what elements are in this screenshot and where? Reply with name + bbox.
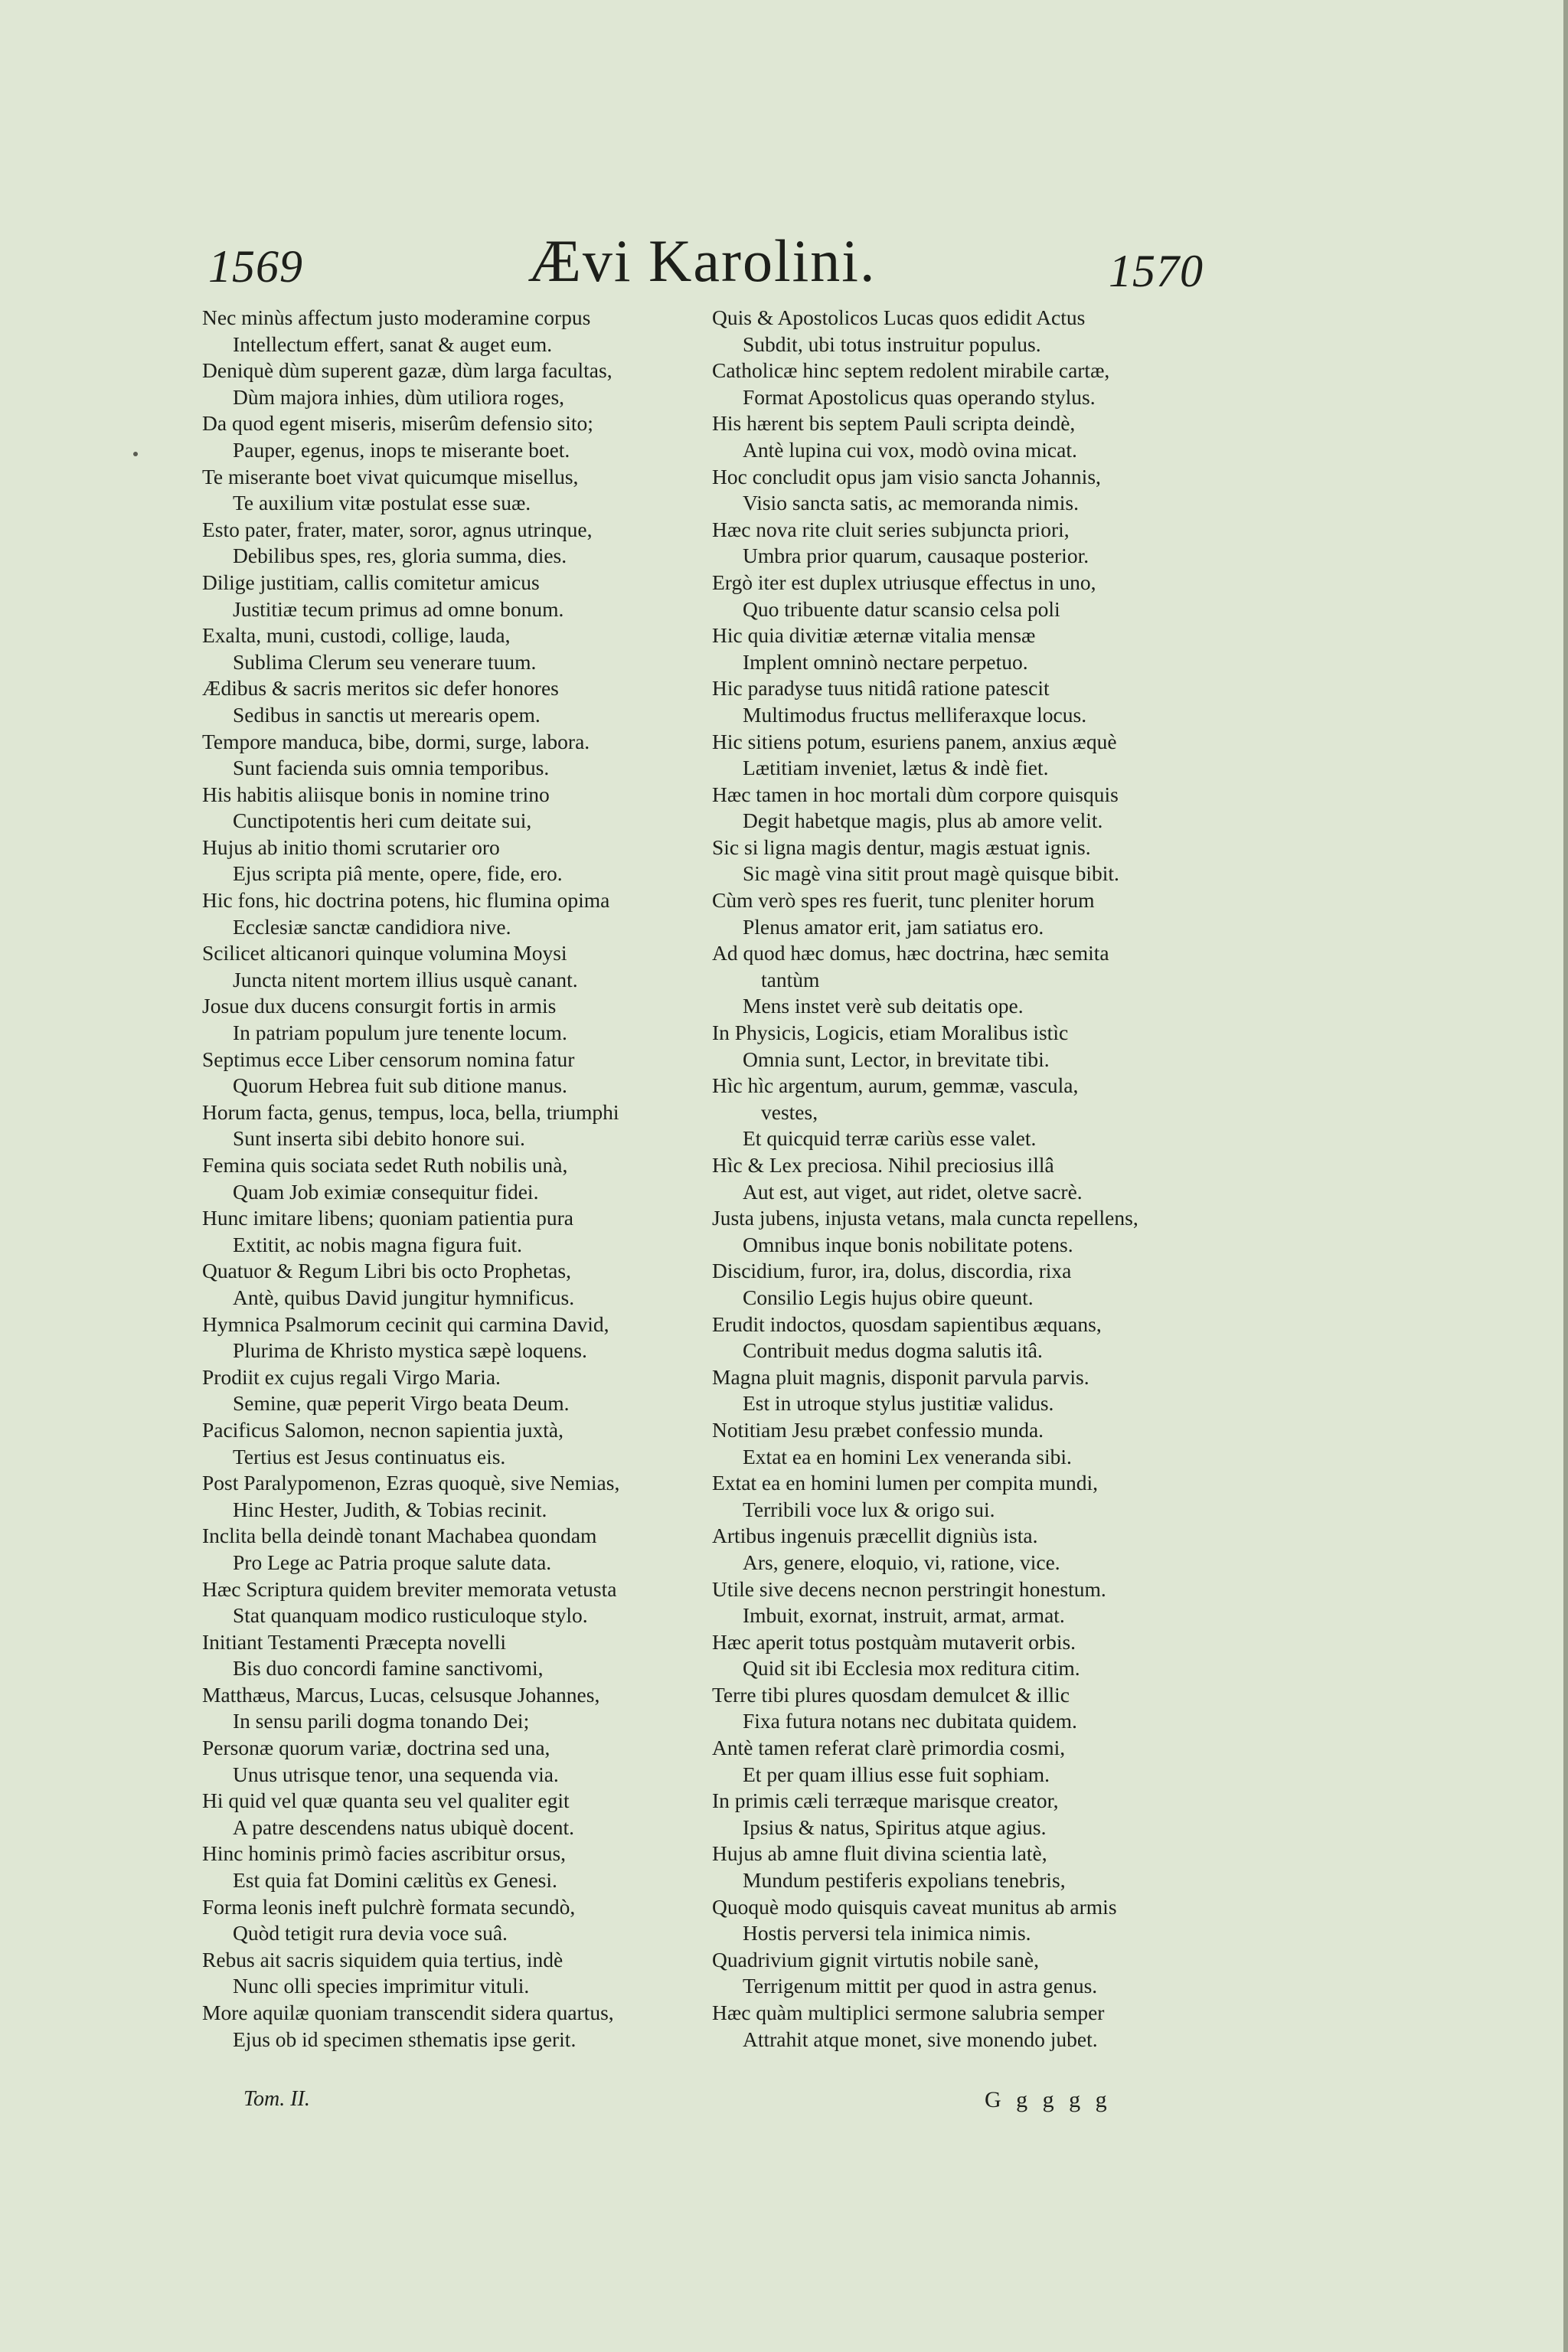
verse-line: Umbra prior quarum, causaque posterior. bbox=[743, 544, 1089, 568]
verse-line: Ecclesiæ sanctæ candidiora nive. bbox=[233, 914, 511, 939]
verse-line: Rebus ait sacris siquidem quia tertius, indè bbox=[202, 1947, 564, 1971]
verse-line: In sensu parili dogma tonando Dei; bbox=[233, 1709, 530, 1733]
verse-line: Unus utrisque tenor, una sequenda via. bbox=[233, 1762, 559, 1786]
verse-line: Forma leonis ineft pulchrè formata secundò, bbox=[202, 1894, 576, 1919]
verse-line: In patriam populum jure tenente locum. bbox=[233, 1021, 567, 1045]
verse-line: Nunc olli species imprimitur vituli. bbox=[233, 1974, 530, 1998]
verse-line: Aut est, aut viget, aut ridet, oletve sacrè. bbox=[743, 1179, 1083, 1204]
verse-line: His hærent bis septem Pauli scripta deindè, bbox=[712, 411, 1076, 436]
page-number-right: 1570 bbox=[1109, 246, 1204, 296]
verse-line: Justitiæ tecum primus ad omne bonum. bbox=[233, 596, 564, 621]
verse-line: Pauper, egenus, inops te miserante boet. bbox=[233, 437, 570, 462]
verse-line: Terribili voce lux & origo sui. bbox=[743, 1497, 995, 1521]
verse-line: Visio sancta satis, ac memoranda nimis. bbox=[743, 491, 1080, 515]
verse-line: His habitis aliisque bonis in nomine trino bbox=[202, 782, 550, 806]
verse-line: Utile sive decens necnon perstringit honestum. bbox=[712, 1576, 1106, 1601]
verse-line: Post Paralypomenon, Ezras quoquè, sive Nemias, bbox=[202, 1471, 620, 1495]
verse-line: Exalta, muni, custodi, collige, lauda, bbox=[202, 623, 511, 648]
verse-line: Antè tamen referat clarè primordia cosmi, bbox=[712, 1736, 1066, 1760]
verse-line: Discidium, furor, ira, dolus, discordia, rixa bbox=[712, 1259, 1072, 1283]
verse-line: Quatuor & Regum Libri bis octo Prophetas, bbox=[202, 1259, 571, 1283]
verse-line: Te miserante boet vivat quicumque misellus, bbox=[202, 464, 579, 488]
verse-line: Contribuit medus dogma salutis itâ. bbox=[743, 1338, 1043, 1363]
verse-line: Omnibus inque bonis nobilitate potens. bbox=[743, 1232, 1073, 1256]
verse-line: Extitit, ac nobis magna figura fuit. bbox=[233, 1232, 523, 1256]
verse-line: Consilio Legis hujus obire queunt. bbox=[743, 1285, 1034, 1309]
verse-line: Hinc hominis primò facies ascribitur orsus, bbox=[202, 1841, 567, 1866]
verse-line: Magna pluit magnis, disponit parvula parvis. bbox=[712, 1364, 1089, 1389]
verse-line: Hic quia divitiæ æternæ vitalia mensæ bbox=[712, 623, 1036, 648]
verse-line: Hæc tamen in hoc mortali dùm corpore quisquis bbox=[712, 782, 1119, 806]
verse-line: Hìc hìc argentum, aurum, gemmæ, vascula, bbox=[712, 1073, 1079, 1098]
verse-line: Dilige justitiam, callis comitetur amicus bbox=[202, 570, 540, 594]
verse-line: Ædibus & sacris meritos sic defer honores bbox=[202, 676, 559, 701]
verse-line: Dùm majora inhies, dùm utiliora roges, bbox=[233, 384, 565, 409]
verse-line: Est quia fat Domini cælitùs ex Genesi. bbox=[233, 1868, 557, 1893]
verse-line: Hæc quàm multiplici sermone salubria semper bbox=[712, 2001, 1105, 2024]
verse-line: Notitiam Jesu præbet confessio munda. bbox=[712, 1417, 1044, 1442]
verse-line: Scilicet alticanori quinque volumina Moysi bbox=[202, 941, 567, 965]
verse-line: Intellectum effert, sanat & auget eum. bbox=[233, 332, 553, 356]
verse-line: Juncta nitent mortem illius usquè canant. bbox=[233, 967, 578, 991]
verse-line: Quorum Hebrea fuit sub ditione manus. bbox=[233, 1073, 567, 1098]
right-text-column bbox=[712, 305, 1202, 2053]
verse-line: Ipsius & natus, Spiritus atque agius. bbox=[743, 1815, 1047, 1839]
verse-line: Debilibus spes, res, gloria summa, dies. bbox=[233, 544, 567, 568]
verse-line: Nec minùs affectum justo moderamine corpus bbox=[202, 305, 591, 329]
verse-line: In primis cæli terræque marisque creator, bbox=[712, 1788, 1059, 1813]
left-text-column bbox=[202, 305, 689, 2053]
verse-line: Da quod egent miseris, miserûm defensio sito; bbox=[202, 411, 593, 436]
verse-line: Esto pater, frater, mater, soror, agnus utrinque, bbox=[202, 517, 593, 541]
verse-line: Ad quod hæc domus, hæc doctrina, hæc semita bbox=[712, 941, 1109, 965]
verse-line: Sic si ligna magis dentur, magis æstuat ignis. bbox=[712, 835, 1091, 859]
verse-line: Extat ea en homini Lex veneranda sibi. bbox=[743, 1444, 1072, 1468]
verse-line: Extat ea en homini lumen per compita mundi, bbox=[712, 1471, 1099, 1495]
page-edge bbox=[1563, 0, 1568, 2352]
verse-line: Te auxilium vitæ postulat esse suæ. bbox=[233, 491, 531, 515]
verse-line: Tempore manduca, bibe, dormi, surge, labora. bbox=[202, 729, 590, 753]
volume-mark: Tom. II. bbox=[243, 2087, 310, 2111]
verse-line: Artibus ingenuis præcellit digniùs ista. bbox=[712, 1524, 1038, 1548]
verse-line: Septimus ecce Liber censorum nomina fatur bbox=[202, 1047, 575, 1071]
ink-speck bbox=[133, 452, 138, 456]
verse-line: Hymnica Psalmorum cecinit qui carmina David, bbox=[202, 1312, 609, 1336]
verse-line: Fixa futura notans nec dubitata quidem. bbox=[743, 1709, 1077, 1733]
page-number-left: 1569 bbox=[208, 241, 303, 292]
verse-line: In Physicis, Logicis, etiam Moralibus istìc bbox=[712, 1021, 1069, 1045]
verse-line: Femina quis sociata sedet Ruth nobilis unà, bbox=[202, 1153, 568, 1177]
verse-line: Format Apostolicus quas operando stylus. bbox=[743, 384, 1096, 409]
verse-line: Antè, quibus David jungitur hymnificus. bbox=[233, 1285, 575, 1309]
verse-line: Terrigenum mittit per quod in astra genus. bbox=[743, 1974, 1098, 1998]
verse-line: Ejus ob id specimen sthematis ipse gerit. bbox=[233, 2027, 577, 2051]
verse-line: Hìc & Lex preciosa. Nihil preciosius illâ bbox=[712, 1153, 1054, 1177]
verse-line: Quòd tetigit rura devia voce suâ. bbox=[233, 1921, 508, 1945]
verse-line: Pacificus Salomon, necnon sapientia juxtà, bbox=[202, 1417, 564, 1442]
verse-line: Antè lupina cui vox, modò ovina micat. bbox=[743, 437, 1077, 462]
verse-line: Ergò iter est duplex utriusque effectus in uno, bbox=[712, 570, 1096, 594]
verse-line: Initiant Testamenti Præcepta novelli bbox=[202, 1629, 506, 1654]
verse-line: Mundum pestiferis expolians tenebris, bbox=[743, 1868, 1066, 1893]
verse-line: Quoquè modo quisquis caveat munitus ab armis bbox=[712, 1894, 1117, 1919]
verse-line: Omnia sunt, Lector, in brevitate tibi. bbox=[743, 1047, 1050, 1071]
verse-line: Sedibus in sanctis ut merearis opem. bbox=[233, 702, 541, 727]
verse-line: Est in utroque stylus justitiæ validus. bbox=[743, 1391, 1054, 1416]
verse-line: Mens instet verè sub deitatis ope. bbox=[743, 994, 1024, 1018]
verse-line: Hic paradyse tuus nitidâ ratione patescit bbox=[712, 676, 1050, 701]
verse-line: Quadrivium gignit virtutis nobile sanè, bbox=[712, 1947, 1039, 1971]
verse-line: Implent omninò nectare perpetuo. bbox=[743, 649, 1028, 674]
verse-line: Horum facta, genus, tempus, loca, bella, triumphi bbox=[202, 1099, 619, 1124]
verse-line: Sublima Clerum seu venerare tuum. bbox=[233, 649, 537, 674]
verse-line: Deniquè dùm superent gazæ, dùm larga facultas, bbox=[202, 358, 612, 383]
verse-line: Quam Job eximiæ consequitur fidei. bbox=[233, 1179, 539, 1204]
verse-line: Hoc concludit opus jam visio sancta Johannis, bbox=[712, 464, 1101, 488]
verse-line: Imbuit, exornat, instruit, armat, armat. bbox=[743, 1603, 1065, 1628]
verse-line: Hinc Hester, Judith, & Tobias recinit. bbox=[233, 1497, 547, 1521]
verse-line: Quo tribuente datur scansio celsa poli bbox=[743, 596, 1060, 621]
verse-line: Hæc nova rite cluit series subjuncta priori, bbox=[712, 517, 1070, 541]
verse-line: Et per quam illius esse fuit sophiam. bbox=[743, 1762, 1050, 1786]
verse-line: tantùm bbox=[761, 967, 820, 991]
verse-line: Sunt facienda suis omnia temporibus. bbox=[233, 756, 550, 780]
verse-line: Pro Lege ac Patria proque salute data. bbox=[233, 1550, 552, 1574]
verse-line: Erudit indoctos, quosdam sapientibus æquans, bbox=[712, 1312, 1102, 1336]
verse-line: Tertius est Jesus continuatus eis. bbox=[233, 1444, 506, 1468]
verse-line: Josue dux ducens consurgit fortis in armis bbox=[202, 994, 557, 1018]
verse-line: Cùm verò spes res fuerit, tunc pleniter horum bbox=[712, 888, 1095, 913]
verse-line: Et quicquid terræ cariùs esse valet. bbox=[743, 1126, 1037, 1151]
verse-line: Personæ quorum variæ, doctrina sed una, bbox=[202, 1736, 550, 1760]
verse-line: Sunt inserta sibi debito honore sui. bbox=[233, 1126, 525, 1151]
verse-line: Subdit, ubi totus instruitur populus. bbox=[743, 332, 1041, 356]
verse-line: Quis & Apostolicos Lucas quos edidit Actus bbox=[712, 305, 1086, 329]
verse-line: Prodiit ex cujus regali Virgo Maria. bbox=[202, 1364, 501, 1389]
verse-line: Semine, quæ peperit Virgo beata Deum. bbox=[233, 1391, 570, 1416]
verse-line: Attrahit atque monet, sive monendo jubet. bbox=[743, 2027, 1098, 2051]
verse-line: Ars, genere, eloquio, vi, ratione, vice. bbox=[743, 1550, 1060, 1574]
verse-line: vestes, bbox=[761, 1099, 818, 1124]
verse-line: Sic magè vina sitit prout magè quisque bibit. bbox=[743, 861, 1119, 886]
verse-line: Bis duo concordi famine sanctivomi, bbox=[233, 1656, 544, 1681]
verse-line: Hujus ab initio thomi scrutarier oro bbox=[202, 835, 500, 859]
verse-line: A patre descendens natus ubiquè docent. bbox=[233, 1815, 574, 1839]
verse-line: Hæc aperit totus postquàm mutaverit orbis. bbox=[712, 1629, 1076, 1654]
signature-mark: G g g g g bbox=[985, 2087, 1112, 2112]
verse-line: Justa jubens, injusta vetans, mala cuncta repellens, bbox=[712, 1206, 1138, 1230]
verse-line: Hic sitiens potum, esuriens panem, anxius æquè bbox=[712, 729, 1117, 753]
verse-line: Hostis perversi tela inimica nimis. bbox=[743, 1921, 1031, 1945]
verse-line: Catholicæ hinc septem redolent mirabile cartæ, bbox=[712, 358, 1110, 383]
running-title: Ævi Karolini. bbox=[528, 227, 877, 294]
page-header bbox=[201, 222, 1204, 306]
verse-line: Hic fons, hic doctrina potens, hic flumina opima bbox=[202, 888, 610, 913]
verse-line: Stat quanquam modico rusticuloque stylo. bbox=[233, 1603, 588, 1628]
verse-line: Quid sit ibi Ecclesia mox reditura citim. bbox=[743, 1656, 1080, 1681]
verse-line: Hæc Scriptura quidem breviter memorata vetusta bbox=[202, 1576, 617, 1601]
verse-line: Inclita bella deindè tonant Machabea quondam bbox=[202, 1524, 597, 1548]
verse-line: Hunc imitare libens; quoniam patientia pura bbox=[202, 1206, 573, 1230]
verse-line: Cunctipotentis heri cum deitate sui, bbox=[233, 808, 532, 833]
verse-line: Ejus scripta piâ mente, opere, fide, ero. bbox=[233, 861, 563, 886]
verse-line: Multimodus fructus melliferaxque locus. bbox=[743, 702, 1087, 727]
verse-line: Plurima de Khristo mystica sæpè loquens. bbox=[233, 1338, 587, 1363]
verse-line: Hi quid vel quæ quanta seu vel qualiter egit bbox=[202, 1788, 570, 1813]
verse-line: Lætitiam inveniet, lætus & indè fiet. bbox=[743, 756, 1049, 780]
verse-line: Terre tibi plures quosdam demulcet & illic bbox=[712, 1682, 1070, 1707]
verse-line: Matthæus, Marcus, Lucas, celsusque Johannes, bbox=[202, 1682, 600, 1707]
verse-line: Plenus amator erit, jam satiatus ero. bbox=[743, 914, 1044, 939]
verse-line: More aquilæ quoniam transcendit sidera quartus, bbox=[202, 2001, 614, 2024]
verse-line: Degit habetque magis, plus ab amore velit. bbox=[743, 808, 1103, 833]
verse-line: Hujus ab amne fluit divina scientia latè, bbox=[712, 1841, 1047, 1866]
